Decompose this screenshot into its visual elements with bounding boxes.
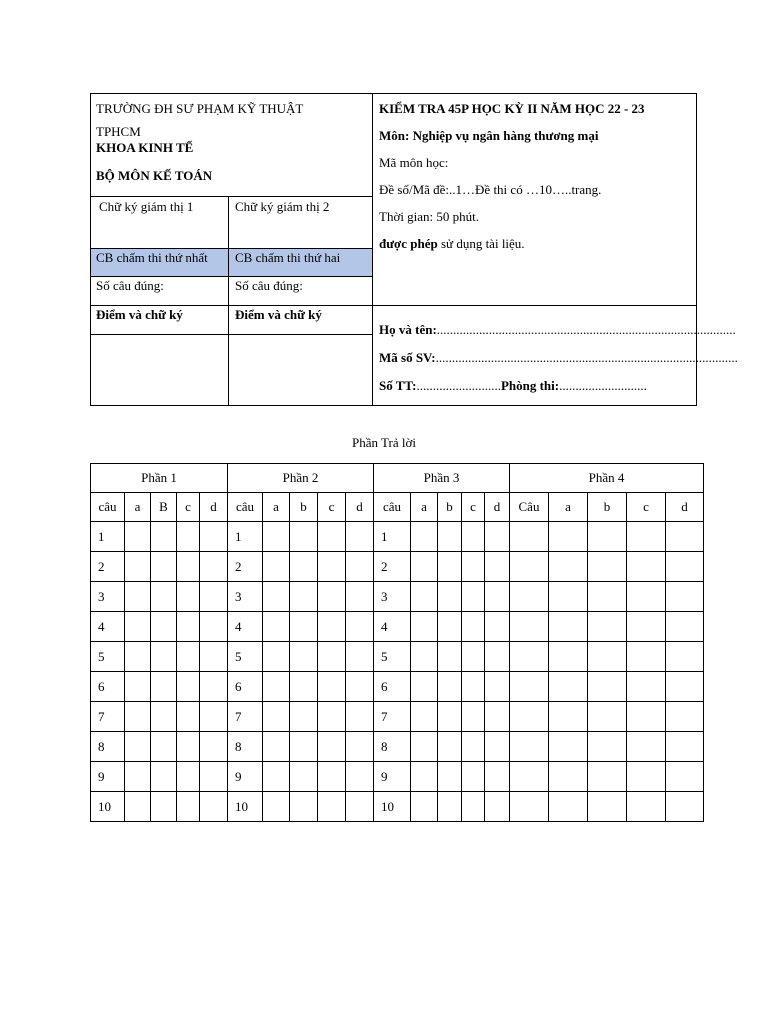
p2-answer-cell-b[interactable]: [290, 642, 318, 672]
p1-answer-cell-a[interactable]: [125, 762, 151, 792]
p4-answer-cell-b[interactable]: [588, 792, 627, 822]
p2-answer-cell-d[interactable]: [346, 702, 374, 732]
table-row: [91, 672, 704, 702]
p1-answer-cell-b[interactable]: [151, 702, 177, 732]
p1-question-number: 5: [91, 642, 125, 672]
p3-answer-cell-c[interactable]: [462, 732, 485, 762]
p3-question-number: 1: [374, 522, 411, 552]
p3-answer-cell-b[interactable]: [438, 732, 462, 762]
p3-answer-cell-b[interactable]: [438, 612, 462, 642]
p4-answer-cell-c[interactable]: [627, 552, 666, 582]
p3-answer-cell-a[interactable]: [411, 642, 438, 672]
p2-answer-cell-d[interactable]: [346, 612, 374, 642]
seq-label: Số TT:: [379, 378, 417, 393]
p3-answer-cell-a[interactable]: [411, 612, 438, 642]
p1-answer-cell-b[interactable]: [151, 582, 177, 612]
p2-question-number: 8: [228, 732, 263, 762]
p4-answer-cell-a[interactable]: [549, 702, 588, 732]
p3-answer-cell-d[interactable]: [485, 732, 510, 762]
p4-answer-cell-a[interactable]: [549, 642, 588, 672]
p2-answer-cell-c[interactable]: [318, 642, 346, 672]
p3-question-number: 4: [374, 612, 411, 642]
p2-answer-cell-d[interactable]: [346, 732, 374, 762]
p2-answer-cell-b[interactable]: [290, 612, 318, 642]
column-header-row: [91, 493, 704, 522]
p3-answer-cell-a[interactable]: [411, 702, 438, 732]
p2-answer-cell-c[interactable]: [318, 522, 346, 552]
p2-answer-cell-a[interactable]: [263, 522, 290, 552]
p2-answer-cell-b[interactable]: [290, 732, 318, 762]
p4-answer-cell-b[interactable]: [588, 582, 627, 612]
p4-answer-cell-b[interactable]: [588, 612, 627, 642]
p4-answer-cell-c[interactable]: [627, 672, 666, 702]
p1-answer-cell-d[interactable]: [200, 642, 228, 672]
p3-answer-cell-d[interactable]: [485, 702, 510, 732]
p2-answer-cell-c[interactable]: [318, 792, 346, 822]
p3-answer-cell-c[interactable]: [462, 522, 485, 552]
p4-question-number: [510, 672, 549, 702]
answer-grid: [90, 463, 704, 822]
p3-answer-cell-d[interactable]: [485, 612, 510, 642]
p3-answer-cell-b[interactable]: [438, 552, 462, 582]
p1-answer-cell-d[interactable]: [200, 522, 228, 552]
p1-col-d: d: [200, 493, 228, 522]
table-row: [91, 702, 704, 732]
p2-answer-cell-c[interactable]: [318, 702, 346, 732]
p3-answer-cell-d[interactable]: [485, 522, 510, 552]
p3-answer-cell-c[interactable]: [462, 642, 485, 672]
p3-question-number: 5: [374, 642, 411, 672]
duration-line: Thời gian: 50 phút.: [379, 209, 480, 224]
p4-answer-cell-b[interactable]: [588, 762, 627, 792]
p4-question-number: [510, 522, 549, 552]
p2-answer-cell-a[interactable]: [263, 792, 290, 822]
subject-name: Môn: Nghiệp vụ ngân hàng thương mại: [379, 128, 599, 143]
p4-answer-cell-c[interactable]: [627, 792, 666, 822]
p4-answer-cell-a[interactable]: [549, 582, 588, 612]
p3-answer-cell-a[interactable]: [411, 552, 438, 582]
p3-answer-cell-c[interactable]: [462, 552, 485, 582]
p1-answer-cell-b[interactable]: [151, 522, 177, 552]
p1-answer-cell-b[interactable]: [151, 672, 177, 702]
p1-answer-cell-d[interactable]: [200, 672, 228, 702]
grader2-label: CB chấm thi thứ hai: [235, 250, 341, 265]
p2-answer-cell-c[interactable]: [318, 672, 346, 702]
p2-answer-cell-b[interactable]: [290, 522, 318, 552]
seq-dots: ..........................: [416, 378, 501, 393]
p1-answer-cell-b[interactable]: [151, 552, 177, 582]
p3-question-number: 9: [374, 762, 411, 792]
p2-answer-cell-b[interactable]: [290, 552, 318, 582]
p3-answer-cell-c[interactable]: [462, 612, 485, 642]
p3-answer-cell-b[interactable]: [438, 762, 462, 792]
p2-question-number: 3: [228, 582, 263, 612]
p4-question-number: [510, 612, 549, 642]
student-name-dots: ............................................................................................: [436, 322, 736, 337]
p2-answer-cell-a[interactable]: [263, 672, 290, 702]
materials-permission: được phép: [379, 236, 438, 251]
p4-answer-cell-c[interactable]: [627, 642, 666, 672]
p2-answer-cell-a[interactable]: [263, 582, 290, 612]
p2-col-cau: câu: [228, 493, 263, 522]
p2-answer-cell-a[interactable]: [263, 552, 290, 582]
p3-answer-cell-d[interactable]: [485, 642, 510, 672]
p1-question-number: 9: [91, 762, 125, 792]
p2-answer-cell-a[interactable]: [263, 642, 290, 672]
p4-answer-cell-b[interactable]: [588, 552, 627, 582]
p2-answer-cell-a[interactable]: [263, 702, 290, 732]
p2-question-number: 9: [228, 762, 263, 792]
p4-answer-cell-d[interactable]: [666, 762, 704, 792]
score-sign1-box[interactable]: [91, 335, 228, 405]
p1-col-c: c: [177, 493, 200, 522]
p3-question-number: 3: [374, 582, 411, 612]
p2-question-number: 1: [228, 522, 263, 552]
p4-answer-cell-d[interactable]: [666, 642, 704, 672]
p4-answer-cell-d[interactable]: [666, 522, 704, 552]
p1-answer-cell-a[interactable]: [125, 702, 151, 732]
p2-answer-cell-d[interactable]: [346, 552, 374, 582]
p3-answer-cell-c[interactable]: [462, 582, 485, 612]
p1-answer-cell-c[interactable]: [177, 762, 200, 792]
p4-question-number: [510, 792, 549, 822]
p3-answer-cell-c[interactable]: [462, 672, 485, 702]
p2-answer-cell-c[interactable]: [318, 582, 346, 612]
faculty-name: KHOA KINH TẾ: [96, 140, 194, 155]
p3-answer-cell-c[interactable]: [462, 702, 485, 732]
p3-answer-cell-d[interactable]: [485, 552, 510, 582]
p3-answer-cell-d[interactable]: [485, 582, 510, 612]
p4-col-b: b: [588, 493, 627, 522]
room-label: Phòng thi:: [500, 378, 560, 393]
p4-question-number: [510, 702, 549, 732]
p3-answer-cell-d[interactable]: [485, 762, 510, 792]
room-dots: ...........................: [559, 378, 647, 393]
p1-answer-cell-a[interactable]: [125, 732, 151, 762]
answer-rows: [91, 522, 704, 822]
p1-answer-cell-a[interactable]: [125, 582, 151, 612]
p3-question-number: 2: [374, 552, 411, 582]
p4-answer-cell-c[interactable]: [627, 522, 666, 552]
p2-answer-cell-b[interactable]: [290, 672, 318, 702]
p1-answer-cell-b[interactable]: [151, 642, 177, 672]
p4-answer-cell-b[interactable]: [588, 732, 627, 762]
p2-question-number: 7: [228, 702, 263, 732]
p3-col-c: c: [462, 493, 485, 522]
p4-answer-cell-d[interactable]: [666, 552, 704, 582]
p3-col-d: d: [485, 493, 510, 522]
p4-answer-cell-d[interactable]: [666, 792, 704, 822]
p1-answer-cell-c[interactable]: [177, 642, 200, 672]
p2-answer-cell-a[interactable]: [263, 762, 290, 792]
p3-answer-cell-a[interactable]: [411, 582, 438, 612]
p2-question-number: 10: [228, 792, 263, 822]
p2-answer-cell-d[interactable]: [346, 762, 374, 792]
p4-question-number: [510, 732, 549, 762]
p1-answer-cell-d[interactable]: [200, 552, 228, 582]
p1-answer-cell-d[interactable]: [200, 582, 228, 612]
p1-question-number: 6: [91, 672, 125, 702]
p4-question-number: [510, 552, 549, 582]
p2-answer-cell-c[interactable]: [318, 732, 346, 762]
table-row: [91, 552, 704, 582]
p3-answer-cell-a[interactable]: [411, 792, 438, 822]
student-name-label: Họ và tên:: [379, 322, 437, 337]
p1-col-a: a: [125, 493, 151, 522]
p4-answer-cell-b[interactable]: [588, 522, 627, 552]
p2-answer-cell-a[interactable]: [263, 612, 290, 642]
p1-answer-cell-a[interactable]: [125, 792, 151, 822]
p4-answer-cell-b[interactable]: [588, 702, 627, 732]
p1-answer-cell-d[interactable]: [200, 702, 228, 732]
table-row: [91, 582, 704, 612]
exam-code-line: Đề số/Mã đề:..1…Đề thi có …10…..trang.: [379, 182, 602, 197]
p1-question-number: 4: [91, 612, 125, 642]
p1-answer-cell-c[interactable]: [177, 552, 200, 582]
p1-question-number: 2: [91, 552, 125, 582]
p1-answer-cell-c[interactable]: [177, 612, 200, 642]
p4-col-cau: Câu: [510, 493, 549, 522]
p2-answer-cell-c[interactable]: [318, 612, 346, 642]
p3-answer-cell-b[interactable]: [438, 522, 462, 552]
p4-answer-cell-c[interactable]: [627, 612, 666, 642]
p1-answer-cell-b[interactable]: [151, 762, 177, 792]
p2-answer-cell-d[interactable]: [346, 582, 374, 612]
p3-answer-cell-a[interactable]: [411, 522, 438, 552]
p3-answer-cell-b[interactable]: [438, 582, 462, 612]
p2-answer-cell-a[interactable]: [263, 732, 290, 762]
p4-answer-cell-b[interactable]: [588, 672, 627, 702]
p2-col-b: b: [290, 493, 318, 522]
p1-answer-cell-d[interactable]: [200, 612, 228, 642]
p1-col-cau: câu: [91, 493, 125, 522]
department-name: BỘ MÔN KẾ TOÁN: [96, 168, 213, 183]
p2-question-number: 2: [228, 552, 263, 582]
p2-answer-cell-b[interactable]: [290, 582, 318, 612]
school-name-line2: TPHCM: [96, 124, 141, 139]
p3-answer-cell-b[interactable]: [438, 672, 462, 702]
p3-question-number: 10: [374, 792, 411, 822]
part-1-header: Phần 1: [91, 464, 228, 493]
p3-answer-cell-b[interactable]: [438, 792, 462, 822]
p2-answer-cell-c[interactable]: [318, 552, 346, 582]
p3-answer-cell-d[interactable]: [485, 672, 510, 702]
p1-answer-cell-b[interactable]: [151, 612, 177, 642]
p4-col-a: a: [549, 493, 588, 522]
p3-answer-cell-c[interactable]: [462, 762, 485, 792]
p1-answer-cell-b[interactable]: [151, 732, 177, 762]
p1-answer-cell-a[interactable]: [125, 672, 151, 702]
p4-question-number: [510, 762, 549, 792]
p2-question-number: 6: [228, 672, 263, 702]
p3-question-number: 8: [374, 732, 411, 762]
p1-question-number: 8: [91, 732, 125, 762]
p2-answer-cell-b[interactable]: [290, 702, 318, 732]
p1-answer-cell-d[interactable]: [200, 732, 228, 762]
p1-answer-cell-c[interactable]: [177, 672, 200, 702]
p4-answer-cell-a[interactable]: [549, 552, 588, 582]
p2-col-a: a: [263, 493, 290, 522]
p4-answer-cell-d[interactable]: [666, 672, 704, 702]
part-2-header: Phần 2: [228, 464, 374, 493]
p1-question-number: 3: [91, 582, 125, 612]
p2-answer-cell-c[interactable]: [318, 762, 346, 792]
materials-rest: sử dụng tài liệu.: [437, 236, 525, 251]
grader1-label: CB chấm thi thứ nhất: [96, 250, 208, 265]
p1-answer-cell-a[interactable]: [125, 642, 151, 672]
p2-answer-cell-b[interactable]: [290, 792, 318, 822]
student-name-field[interactable]: [379, 322, 736, 338]
student-id-label: Mã số SV:: [379, 350, 436, 365]
part-4-header: Phần 4: [510, 464, 704, 493]
p4-question-number: [510, 642, 549, 672]
student-id-field[interactable]: [379, 350, 738, 366]
p1-answer-cell-c[interactable]: [177, 792, 200, 822]
proctor2-signature-label: Chữ ký giám thị 2: [235, 199, 330, 214]
p2-answer-cell-d[interactable]: [346, 672, 374, 702]
table-row: [91, 612, 704, 642]
p1-col-b: B: [151, 493, 177, 522]
p1-answer-cell-c[interactable]: [177, 582, 200, 612]
p3-answer-cell-a[interactable]: [411, 762, 438, 792]
p3-answer-cell-a[interactable]: [411, 672, 438, 702]
score-sign2-box[interactable]: [229, 335, 372, 405]
answer-section-title: Phần Trả lời: [352, 435, 416, 450]
p4-answer-cell-c[interactable]: [627, 762, 666, 792]
p4-answer-cell-a[interactable]: [549, 522, 588, 552]
part-header-row: [91, 464, 704, 493]
p3-answer-cell-a[interactable]: [411, 732, 438, 762]
p1-answer-cell-a[interactable]: [125, 552, 151, 582]
p2-question-number: 5: [228, 642, 263, 672]
p4-question-number: [510, 582, 549, 612]
p4-answer-cell-a[interactable]: [549, 792, 588, 822]
course-code-label: Mã môn học:: [379, 155, 449, 170]
p3-answer-cell-b[interactable]: [438, 702, 462, 732]
p4-answer-cell-c[interactable]: [627, 582, 666, 612]
table-row: [91, 762, 704, 792]
p1-answer-cell-d[interactable]: [200, 762, 228, 792]
p3-col-cau: câu: [374, 493, 411, 522]
school-name-line1: TRƯỜNG ĐH SƯ PHẠM KỸ THUẬT: [96, 101, 304, 116]
p1-question-number: 1: [91, 522, 125, 552]
correct-count2-label: Số câu đúng:: [235, 278, 303, 293]
p4-col-d: d: [666, 493, 704, 522]
table-row: [91, 642, 704, 672]
materials-line: [379, 236, 525, 252]
p4-answer-cell-d[interactable]: [666, 612, 704, 642]
p1-question-number: 10: [91, 792, 125, 822]
p4-col-c: c: [627, 493, 666, 522]
p4-answer-cell-a[interactable]: [549, 732, 588, 762]
p4-answer-cell-c[interactable]: [627, 702, 666, 732]
p4-answer-cell-a[interactable]: [549, 762, 588, 792]
score-sign1-label: Điểm và chữ ký: [96, 307, 183, 322]
p3-question-number: 7: [374, 702, 411, 732]
p1-answer-cell-d[interactable]: [200, 792, 228, 822]
p4-answer-cell-a[interactable]: [549, 612, 588, 642]
p1-answer-cell-c[interactable]: [177, 522, 200, 552]
table-row: [91, 522, 704, 552]
p3-col-a: a: [411, 493, 438, 522]
correct-count1-label: Số câu đúng:: [96, 278, 164, 293]
p2-answer-cell-d[interactable]: [346, 642, 374, 672]
p4-answer-cell-c[interactable]: [627, 732, 666, 762]
p2-answer-cell-b[interactable]: [290, 762, 318, 792]
p4-answer-cell-a[interactable]: [549, 672, 588, 702]
p1-answer-cell-a[interactable]: [125, 522, 151, 552]
exam-title: KIỂM TRA 45P HỌC KỲ II NĂM HỌC 22 - 23: [379, 101, 645, 116]
score-sign2-label: Điểm và chữ ký: [235, 307, 322, 322]
p4-answer-cell-d[interactable]: [666, 582, 704, 612]
p1-answer-cell-c[interactable]: [177, 732, 200, 762]
p2-col-d: d: [346, 493, 374, 522]
p4-answer-cell-d[interactable]: [666, 702, 704, 732]
seq-room-field[interactable]: [379, 378, 647, 394]
student-id-dots: .............................................................................................: [435, 350, 738, 365]
p2-answer-cell-d[interactable]: [346, 522, 374, 552]
p3-answer-cell-b[interactable]: [438, 642, 462, 672]
p3-col-b: b: [438, 493, 462, 522]
p4-answer-cell-b[interactable]: [588, 642, 627, 672]
table-row: [91, 732, 704, 762]
p1-answer-cell-a[interactable]: [125, 612, 151, 642]
p2-answer-cell-d[interactable]: [346, 792, 374, 822]
p2-question-number: 4: [228, 612, 263, 642]
p1-answer-cell-c[interactable]: [177, 702, 200, 732]
part-3-header: Phần 3: [374, 464, 510, 493]
p3-answer-cell-d[interactable]: [485, 792, 510, 822]
p3-question-number: 6: [374, 672, 411, 702]
p2-col-c: c: [318, 493, 346, 522]
p4-answer-cell-d[interactable]: [666, 732, 704, 762]
p3-answer-cell-c[interactable]: [462, 792, 485, 822]
p1-question-number: 7: [91, 702, 125, 732]
p1-answer-cell-b[interactable]: [151, 792, 177, 822]
table-row: [91, 792, 704, 822]
proctor1-signature-label: Chữ ký giám thị 1: [99, 199, 194, 214]
